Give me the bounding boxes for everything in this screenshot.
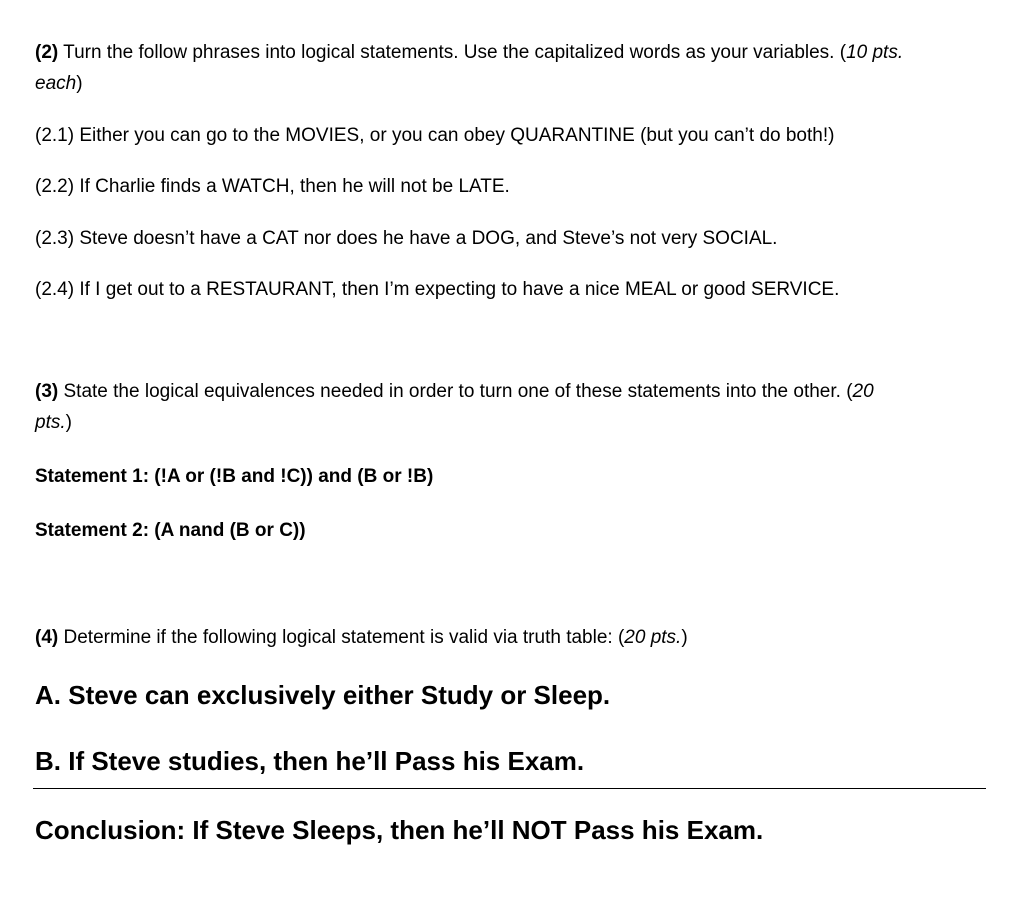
q2-prompt-line2 [35,72,83,96]
conclusion-divider [33,788,986,789]
q2-prompt-line1 [35,41,903,65]
q4-points: 20 pts. [624,627,682,648]
q3-points: 20 [852,381,874,402]
q4-premise-a: A. Steve can exclusively either Study or Sleep. [35,680,611,710]
q3-points-pts: pts. [35,412,66,433]
q2-item-2-3: (2.3) Steve doesn’t have a CAT nor does he have a DOG, and Steve’s not very SOCIAL. [35,228,778,249]
q3-statement-1: Statement 1: (!A or (!B and !C)) and (B or !B) [35,466,434,487]
q4-prompt-text: Determine if the following logical statement is valid via truth table: ( [58,627,625,648]
q3-statement-2: Statement 2: (A nand (B or C)) [35,520,306,541]
q2-points: 10 pts. [846,42,904,63]
q2-close-paren: ) [76,73,83,94]
q3-number: (3) [35,381,59,402]
q2-points-each: each [35,73,77,94]
q3-prompt-line2 [35,411,72,435]
q2-number: (2) [35,42,59,63]
q3-prompt-line1 [35,380,874,404]
q3-prompt-text: State the logical equivalences needed in order to turn one of these statements into the other. ( [58,381,853,402]
q2-item-2-4: (2.4) If I get out to a RESTAURANT, then I’m expecting to have a nice MEAL or good SERVICE. [35,279,840,300]
q2-prompt-text: Turn the follow phrases into logical statements. Use the capitalized words as your variables. ( [58,42,847,63]
q3-close-paren: ) [65,412,72,433]
q4-close-paren: ) [681,627,688,648]
q4-number: (4) [35,627,59,648]
q2-item-2-1: (2.1) Either you can go to the MOVIES, or you can obey QUARANTINE (but you can’t do both!) [35,125,835,146]
q4-premise-b: B. If Steve studies, then he’ll Pass his Exam. [35,746,585,776]
q4-conclusion: Conclusion: If Steve Sleeps, then he’ll NOT Pass his Exam. [35,815,764,845]
q2-item-2-2: (2.2) If Charlie finds a WATCH, then he will not be LATE. [35,176,510,197]
q4-prompt [35,626,688,650]
